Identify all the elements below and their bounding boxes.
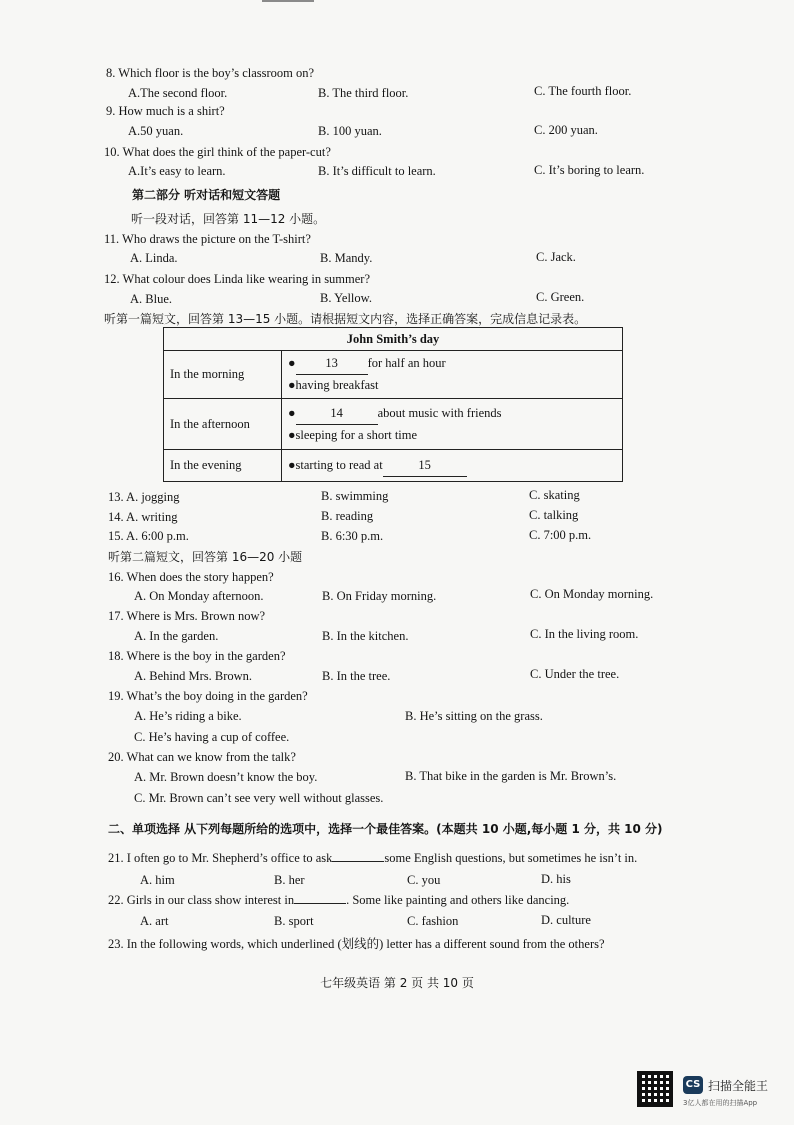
question-20: 20. What can we know from the talk? <box>108 750 296 764</box>
q12-option-a: A. Blue. <box>130 292 173 306</box>
q21-blank <box>332 861 384 862</box>
dialog-instruction: 听一段对话，回答第 11—12 小题。 <box>131 212 326 226</box>
question-17: 17. Where is Mrs. Brown now? <box>108 609 266 623</box>
q9-option-c: C. 200 yuan. <box>534 123 598 137</box>
row-content-evening <box>282 450 623 482</box>
page-edge-mark <box>262 0 314 2</box>
q10-option-b: B. It’s difficult to learn. <box>318 164 436 178</box>
q14-option-a: 14. A. writing <box>108 510 178 524</box>
q18-option-a: A. Behind Mrs. Brown. <box>134 669 253 683</box>
q17-option-c: C. In the living room. <box>530 627 639 641</box>
q21-option-d: D. his <box>541 872 571 886</box>
q20-option-a: A. Mr. Brown doesn’t know the boy. <box>134 770 318 784</box>
scanner-brand-tagline: 3亿人都在用的扫描App <box>683 1099 758 1107</box>
q22-option-d: D. culture <box>541 913 591 927</box>
bullet: ● <box>288 405 296 420</box>
q22-option-c: C. fashion <box>407 914 459 928</box>
q22-blank <box>294 903 346 904</box>
q11-option-b: B. Mandy. <box>320 251 373 265</box>
question-10: 10. What does the girl think of the paper-cut? <box>104 145 331 159</box>
q22-option-a: A. art <box>140 914 169 928</box>
q21-option-c: C. you <box>407 873 441 887</box>
q11-option-a: A. Linda. <box>130 251 178 265</box>
passage2-instruction: 听第二篇短文，回答第 16—20 小题 <box>108 550 303 564</box>
q19-option-b: B. He’s sitting on the grass. <box>405 709 543 723</box>
row-label-evening: In the evening <box>164 450 282 482</box>
q22-stem-start: 22. Girls in our class show interest in <box>108 893 295 907</box>
q10-option-c: C. It’s boring to learn. <box>534 163 645 177</box>
q14-option-b: B. reading <box>321 509 374 523</box>
qr-code-icon <box>637 1071 673 1107</box>
q15-option-c: C. 7:00 p.m. <box>529 528 592 542</box>
q9-option-a: A.50 yuan. <box>128 124 184 138</box>
info-record-table <box>163 327 623 482</box>
section-single-choice-title: 二、单项选择 从下列每题所给的选项中，选择一个最佳答案。(本题共 10 小题,每小题 1 分，共 10 分) <box>108 822 663 836</box>
q20-option-c: C. Mr. Brown can’t see very well without glasses. <box>134 791 384 805</box>
afternoon-activity-2: ●sleeping for a short time <box>288 427 418 442</box>
question-18: 18. Where is the boy in the garden? <box>108 649 286 663</box>
question-22 <box>108 893 569 908</box>
question-23: 23. In the following words, which underlined (划线的) letter has a different sound from the others? <box>108 937 605 951</box>
q10-option-a: A.It’s easy to learn. <box>128 164 226 178</box>
q19-option-c: C. He’s having a cup of coffee. <box>134 730 290 744</box>
afternoon-activity-1: about music with friends <box>377 405 502 420</box>
question-8: 8. Which floor is the boy’s classroom on? <box>106 66 315 80</box>
row-label-afternoon: In the afternoon <box>164 399 282 450</box>
q16-option-b: B. On Friday morning. <box>322 589 437 603</box>
camscanner-logo-icon: CS <box>683 1076 703 1094</box>
q13-option-b: B. swimming <box>321 489 389 503</box>
q8-option-a: A.The second floor. <box>128 86 228 100</box>
bullet: ● <box>288 356 296 370</box>
q21-option-a: A. him <box>140 873 175 887</box>
q18-option-b: B. In the tree. <box>322 669 391 683</box>
blank-15: 15 <box>383 455 467 477</box>
evening-activity: ●starting to read at <box>288 457 383 472</box>
q8-option-b: B. The third floor. <box>318 86 409 100</box>
q17-option-a: A. In the garden. <box>134 629 219 643</box>
q22-option-b: B. sport <box>274 914 314 928</box>
row-content-afternoon <box>282 399 623 450</box>
question-9: 9. How much is a shirt? <box>106 104 225 118</box>
q12-option-c: C. Green. <box>536 290 585 304</box>
row-label-morning: In the morning <box>164 351 282 399</box>
q11-option-c: C. Jack. <box>536 250 576 264</box>
passage1-instruction: 听第一篇短文，回答第 13—15 小题。请根据短文内容，选择正确答案，完成信息记录表。 <box>104 312 587 326</box>
question-21 <box>108 851 637 866</box>
q21-stem-end: some English questions, but sometimes he isn’t in. <box>384 851 638 865</box>
question-12: 12. What colour does Linda like wearing in summer? <box>104 272 371 286</box>
part2-title: 第二部分 听对话和短文答题 <box>132 188 281 202</box>
morning-activity-2: ●having breakfast <box>288 378 379 392</box>
blank-14: 14 <box>296 403 378 425</box>
blank-13: 13 <box>296 353 368 375</box>
page-footer: 七年级英语 第 2 页 共 10 页 <box>320 976 474 990</box>
q13-option-c: C. skating <box>529 488 580 502</box>
row-content-morning <box>282 351 623 399</box>
question-16: 16. When does the story happen? <box>108 570 274 584</box>
q8-option-c: C. The fourth floor. <box>534 84 632 98</box>
scanner-brand-name: 扫描全能王 <box>708 1079 769 1093</box>
q9-option-b: B. 100 yuan. <box>318 124 382 138</box>
q21-option-b: B. her <box>274 873 305 887</box>
q16-option-a: A. On Monday afternoon. <box>134 589 264 603</box>
q12-option-b: B. Yellow. <box>320 291 372 305</box>
q16-option-c: C. On Monday morning. <box>530 587 654 601</box>
q18-option-c: C. Under the tree. <box>530 667 620 681</box>
q15-option-b: B. 6:30 p.m. <box>321 529 384 543</box>
q22-stem-end: . Some like painting and others like dancing. <box>346 893 570 907</box>
morning-activity-1: for half an hour <box>367 356 446 370</box>
q14-option-c: C. talking <box>529 508 579 522</box>
q17-option-b: B. In the kitchen. <box>322 629 409 643</box>
q21-stem-start: 21. I often go to Mr. Shepherd’s office to ask <box>108 851 333 865</box>
question-11: 11. Who draws the picture on the T-shirt? <box>104 232 311 246</box>
table-title: John Smith’s day <box>164 328 623 351</box>
question-19: 19. What’s the boy doing in the garden? <box>108 689 308 703</box>
q20-option-b: B. That bike in the garden is Mr. Brown’s. <box>405 769 617 783</box>
q19-option-a: A. He’s riding a bike. <box>134 709 242 723</box>
q15-option-a: 15. A. 6:00 p.m. <box>108 529 189 543</box>
q13-option-a: 13. A. jogging <box>108 490 180 504</box>
